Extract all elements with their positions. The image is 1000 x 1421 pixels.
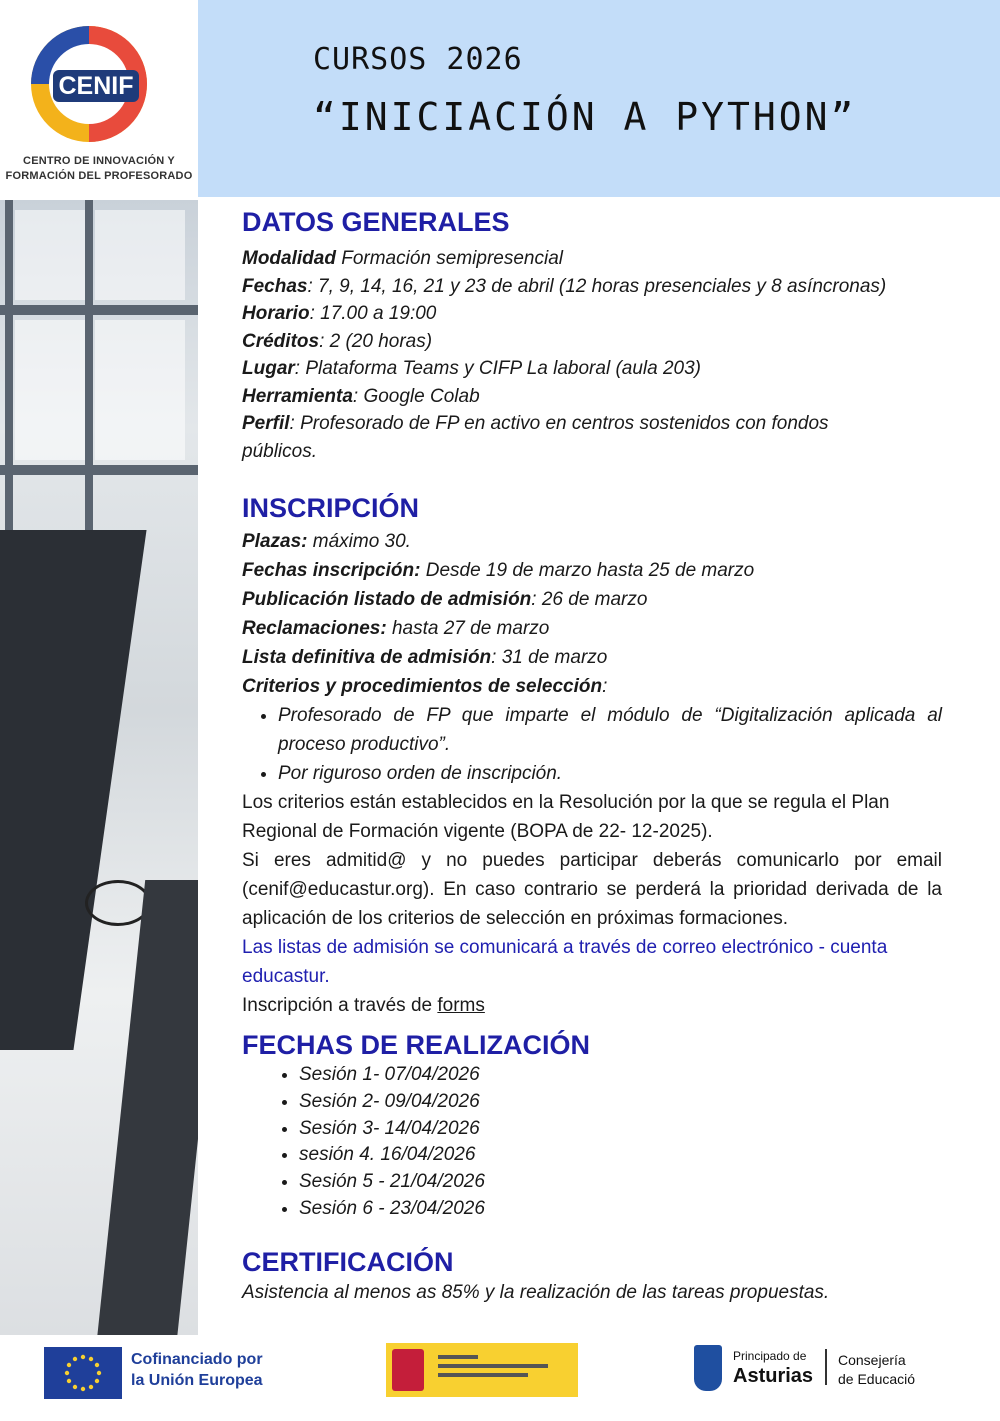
list-item: • Sesión 6 - 23/04/2026 — [299, 1196, 942, 1223]
section-heading-inscripcion: INSCRIPCIÓN — [242, 493, 420, 523]
inscripcion-label: Criterios y procedimientos de selección — [242, 676, 603, 697]
logo-caption — [0, 154, 198, 184]
inscripcion-value: hasta 27 de marzo — [386, 618, 550, 639]
inscripcion-value: : 26 de marzo — [531, 589, 648, 610]
datos-value: : 2 (20 horas) — [319, 330, 433, 352]
inscripcion-label: Fechas inscripción: — [242, 560, 421, 581]
list-item: • Sesión 3- 14/04/2026 — [299, 1116, 942, 1143]
cenif-logo — [0, 0, 198, 197]
asturias-small-text: Principado de — [733, 1349, 807, 1363]
datos-label: Herramienta — [242, 385, 353, 407]
listas-admision-note: Las listas de admisión se comunicará a través de correo electrónico - cuenta educastur. — [242, 937, 888, 987]
datos-value: : Profesorado de FP en activo en centros sostenidos con fondos públicos. — [242, 413, 829, 462]
section-heading-datos-generales: DATOS GENERALES — [242, 207, 510, 237]
inscripcion-label: Reclamaciones: — [242, 618, 387, 639]
datos-generales-list — [242, 245, 942, 465]
logo-caption-line2: FORMACIÓN DEL PROFESORADO — [5, 170, 193, 182]
logo-caption-line1: CENTRO DE INNOVACIÓN Y — [23, 155, 175, 167]
criterios-paragraph: Los criterios están establecidos en la Resolución por la que se regula el Plan Regional de Formación vigente (BOPA de 22- 12-2025). — [242, 792, 890, 842]
datos-value: : 7, 9, 14, 16, 21 y 23 de abril (12 horas presenciales y 8 asíncronas) — [307, 275, 887, 297]
main-content — [242, 205, 942, 1306]
criterios-list — [242, 701, 942, 788]
inscripcion-item — [242, 643, 942, 672]
inscripcion-item — [242, 556, 942, 585]
datos-item — [242, 328, 942, 356]
spain-ministry-lines — [438, 1355, 568, 1377]
certificacion-text: Asistencia al menos as 85% y la realización de las tareas propuestas. — [242, 1281, 830, 1303]
inscripcion-value: Desde 19 de marzo hasta 25 de marzo — [420, 560, 755, 581]
page-title: “INICIACIÓN A PYTHON” — [313, 95, 857, 139]
inscripcion-label: Publicación listado de admisión — [242, 589, 532, 610]
inscripcion-value: máximo 30. — [307, 531, 411, 552]
datos-label: Horario — [242, 303, 310, 324]
asturias-big-text: Asturias — [733, 1365, 814, 1387]
inscripcion-forms-text: Inscripción a través de — [242, 995, 438, 1016]
list-item: • Sesión 1- 07/04/2026 — [299, 1062, 942, 1089]
background-photo — [0, 200, 198, 1335]
datos-label: Modalidad — [242, 248, 336, 269]
list-item: • Sesión 5 - 21/04/2026 — [299, 1169, 942, 1196]
datos-value: : Plataforma Teams y CIFP La laboral (aula 203) — [294, 358, 702, 379]
inscripcion-list — [242, 527, 942, 1020]
footer-logos — [0, 1335, 1000, 1421]
datos-label: Lugar — [242, 358, 295, 379]
inscripcion-forms-line — [242, 991, 942, 1020]
datos-label: Créditos — [242, 330, 320, 352]
eu-flag-icon — [44, 1347, 122, 1399]
datos-value: : Google Colab — [352, 385, 480, 407]
inscripcion-value: : 31 de marzo — [491, 647, 608, 668]
inscripcion-value: : — [602, 676, 608, 697]
eu-text-line2: la Unión Europea — [131, 1372, 263, 1389]
sessions-list — [242, 1062, 942, 1223]
datos-item — [242, 300, 942, 328]
inscripcion-item — [242, 672, 942, 701]
inscripcion-label: Plazas: — [242, 531, 308, 552]
datos-value: : 17.00 a 19:00 — [309, 303, 437, 324]
inscripcion-item — [242, 585, 942, 614]
datos-label: Fechas — [242, 275, 308, 297]
spanish-government-logo — [386, 1343, 578, 1397]
consejeria-text — [838, 1351, 916, 1389]
asturias-shield-icon — [694, 1345, 722, 1391]
list-item: • Por riguroso orden de inscripción. — [278, 759, 942, 788]
spain-shield-icon — [392, 1349, 424, 1391]
list-item: • sesión 4. 16/04/2026 — [299, 1142, 942, 1169]
datos-item — [242, 410, 902, 465]
section-heading-certificacion: CERTIFICACIÓN — [242, 1246, 454, 1277]
section-heading-fechas-realizacion: FECHAS DE REALIZACIÓN — [242, 1030, 591, 1060]
inscripcion-label: Lista definitiva de admisión — [242, 647, 492, 668]
footer-divider — [825, 1349, 827, 1385]
consejeria-line1: Consejería — [838, 1352, 906, 1368]
forms-link[interactable]: forms — [437, 995, 485, 1016]
list-item: • Profesorado de FP que imparte el módulo de “Digitalización aplicada al proceso productivo”. — [278, 701, 942, 759]
logo-text: CENIF — [58, 72, 134, 100]
consejeria-line2: de Educació — [838, 1371, 916, 1387]
eu-stars-icon — [44, 1347, 122, 1399]
datos-item — [242, 355, 942, 383]
datos-value: Formación semipresencial — [335, 248, 563, 269]
datos-item — [242, 383, 942, 411]
header-subtitle: CURSOS 2026 — [313, 42, 523, 77]
inscripcion-item — [242, 527, 942, 556]
list-item: • Sesión 2- 09/04/2026 — [299, 1089, 942, 1116]
cenif-logo-icon — [27, 22, 157, 147]
datos-item — [242, 273, 942, 301]
datos-label: Perfil — [242, 413, 290, 434]
eu-cofinanciado-text — [131, 1349, 263, 1391]
eu-text-line1: Cofinanciado por — [131, 1351, 263, 1368]
inscripcion-item — [242, 614, 942, 643]
datos-item — [242, 245, 942, 273]
admitido-paragraph: Si eres admitid@ y no puedes participar deberás comunicarlo por email (cenif@educastur.org). En caso contrario se perderá la prioridad derivada de la aplicación de los criterios de selección en próximas formaciones. — [242, 850, 942, 929]
